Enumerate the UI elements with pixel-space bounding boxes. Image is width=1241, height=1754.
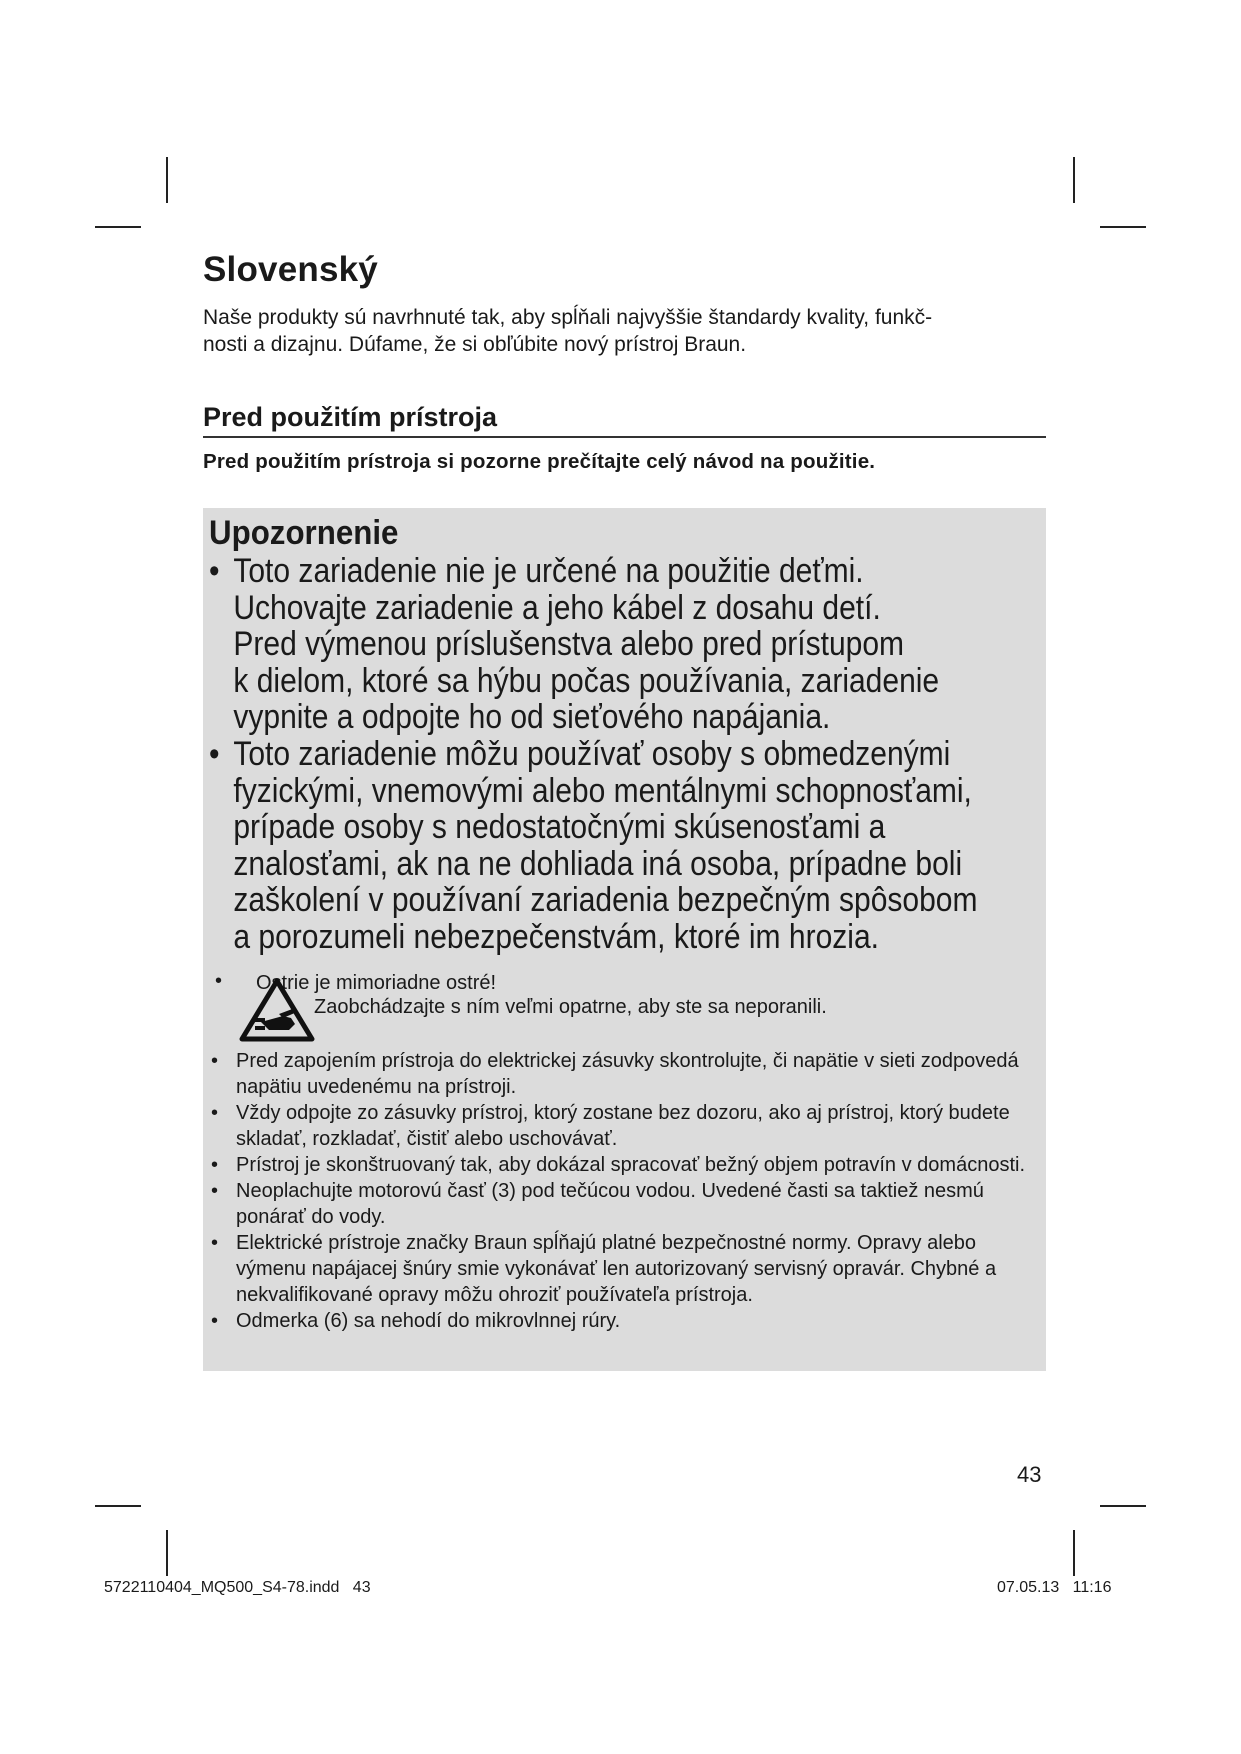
crop-mark <box>1073 157 1075 203</box>
list-item-text: Odmerka (6) sa nehodí do mikrovlnnej rúry. <box>236 1310 621 1332</box>
bullet: • <box>215 970 223 992</box>
footer-datetime: 07.05.13 11:16 <box>997 1579 1112 1596</box>
bullet: • <box>211 1310 219 1332</box>
section-note: Pred použitím prístroja si pozorne prečítajte celý návod na použitie. <box>203 450 876 473</box>
intro-text <box>203 304 1023 358</box>
warning-line: a porozumeli nebezpečenstvám, ktoré im hrozia. <box>233 917 879 956</box>
warning-item <box>209 553 939 736</box>
crop-mark <box>166 157 168 203</box>
warning-box <box>203 508 1046 1371</box>
list-item <box>211 1100 1041 1152</box>
bullet: • <box>211 1232 219 1254</box>
blade-warning-line: Zaobchádzajte s ním veľmi opatrne, aby ste sa neporanili. <box>314 996 827 1018</box>
intro-line: Naše produkty sú navrhnuté tak, aby spĺňali najvyššie štandardy kvality, funkč- <box>203 306 933 329</box>
blade-warning-line: Ostrie je mimoriadne ostré! <box>256 972 497 994</box>
list-item-text: Elektrické prístroje značky Braun spĺňajú platné bezpečnostné normy. Opravy alebo výmenu napájacej šnúry smie vykonávať len autorizovaný servisný opravár. Chybné a nekvalifikované opravy môžu ohroziť používateľa prístroja. <box>236 1232 997 1306</box>
bullet: • <box>209 735 220 773</box>
bullet: • <box>211 1050 219 1072</box>
warning-line: vypnite a odpojte ho od sieťového napájania. <box>233 698 831 736</box>
warning-line: Pred výmenou príslušenstva alebo pred prístupom <box>233 625 905 663</box>
footer-file-info: 5722110404_MQ500_S4-78.indd 43 <box>104 1579 371 1596</box>
bullet: • <box>211 1180 219 1202</box>
section-heading: Pred použitím prístroja <box>203 402 1046 438</box>
list-item-text: Neoplachujte motorovú časť (3) pod tečúcou vodou. Uvedené časti sa taktiež nesmú ponárať do vody. <box>236 1180 984 1228</box>
page-title: Slovenský <box>203 250 378 289</box>
blade-warning <box>215 970 935 1050</box>
crop-mark <box>1100 226 1146 228</box>
list-item <box>211 1178 1041 1230</box>
list-item-text: Prístroj je skonštruovaný tak, aby dokázal spracovať bežný objem potravín v domácnosti. <box>236 1154 1025 1176</box>
page-number: 43 <box>1017 1462 1042 1487</box>
list-item <box>211 1230 1041 1308</box>
list-item <box>211 1048 1041 1100</box>
warning-line: zaškolení v používaní zariadenia bezpečným spôsobom <box>233 881 978 919</box>
crop-mark <box>95 1505 141 1507</box>
crop-mark <box>1073 1530 1075 1576</box>
intro-line: nosti a dizajnu. Dúfame, že si obľúbite nový prístroj Braun. <box>203 333 747 356</box>
list-item-text: Pred zapojením prístroja do elektrickej zásuvky skontrolujte, či napätie v sieti zodpovedá napätiu uvedenému na prístroji. <box>236 1050 1019 1098</box>
warning-line: k dielom, ktoré sa hýbu počas používania, zariadenie <box>233 661 940 700</box>
list-item-text: Vždy odpojte zo zásuvky prístroj, ktorý zostane bez dozoru, ako aj prístroj, ktorý budete skladať, rozkladať, čistiť alebo uschovávať. <box>236 1102 1010 1150</box>
warning-line: Toto zariadenie môžu používať osoby s obmedzenými <box>233 735 951 773</box>
bullet: • <box>211 1154 219 1176</box>
list-item <box>211 1152 1041 1178</box>
crop-mark <box>1100 1505 1146 1507</box>
warning-line: znalosťami, ak na ne dohliada iná osoba, prípadne boli <box>233 844 963 883</box>
warning-line: fyzickými, vnemovými alebo mentálnymi schopnosťami, <box>233 771 972 810</box>
crop-mark <box>95 226 141 228</box>
warning-line: Toto zariadenie nie je určené na použitie deťmi. <box>233 552 864 590</box>
warning-title: Upozornenie <box>209 514 399 552</box>
warning-line: Uchovajte zariadenie a jeho kábel z dosahu detí. <box>233 588 881 627</box>
bullet: • <box>209 552 220 590</box>
bullet: • <box>211 1102 219 1124</box>
sharp-blade-hazard-icon <box>239 978 315 1042</box>
warning-line: prípade osoby s nedostatočnými skúsenosťami a <box>233 808 886 846</box>
warning-item <box>209 736 977 955</box>
crop-mark <box>166 1530 168 1576</box>
list-item <box>211 1308 1041 1334</box>
safety-list <box>211 1048 1041 1334</box>
